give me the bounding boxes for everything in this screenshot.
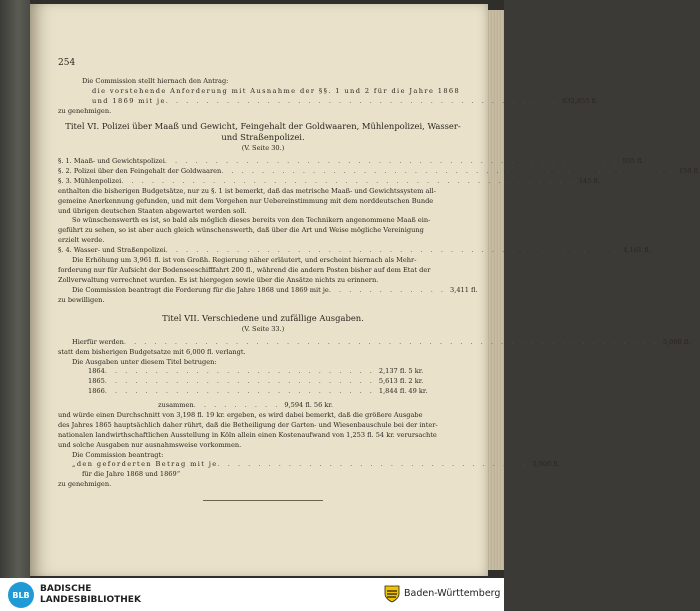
title-vii-subheading: (V. Seite 33.) bbox=[241, 324, 285, 333]
budget-item-label: §. 2. Polizei über den Feingehalt der Goldwaaren bbox=[58, 167, 222, 176]
paragraph-line: „den geforderten Betrag mit je bbox=[72, 460, 218, 469]
leader-dots: . . . . . . . . . . . . . . . . . . . . . . . . . . . . . . . bbox=[217, 460, 529, 469]
expense-year: 1866 bbox=[88, 387, 105, 396]
blb-wordmark-line2: LANDESBIBLIOTHEK bbox=[40, 595, 141, 606]
expense-amount: 5,613 fl. 2 kr. bbox=[378, 377, 424, 386]
paragraph-line: Die Erhöhung um 3,961 fl. ist von Großh. Regierung näher erläutert, und erscheint hiernach als Mehr- bbox=[72, 256, 417, 265]
paragraph-line: erzielt werde. bbox=[58, 236, 105, 245]
budget-item-amount: 4,161 fl. bbox=[623, 246, 651, 255]
intro-line: Die Commission stellt hiernach den Antrag: bbox=[82, 77, 229, 85]
budget-item-amount: 145 fl. bbox=[578, 176, 601, 185]
expense-sum-row bbox=[88, 401, 333, 411]
motion-row bbox=[58, 285, 478, 296]
budget-item-row bbox=[58, 246, 651, 256]
budget-item-amount: 150 fl. bbox=[678, 167, 700, 176]
budget-item-row bbox=[58, 167, 700, 177]
paragraph-line: Die Commission beantragt die Forderung für die Jahre 1868 und 1869 mit je bbox=[72, 285, 329, 294]
title-vi-heading: Titel VI. Polizei über Maaß und Gewicht, Feingehalt der Goldwaaren, Mühlenpolizei, Wasser- und Straßenpolizei. bbox=[65, 120, 461, 142]
leader-dots: . . . . . . . . . . . . . . . . . . . . . . . . . . . bbox=[104, 367, 375, 376]
leader-dots: . . . . . . . . . . . . . . . . . . . . . . . . . . . . . . . . . . . . . . . bbox=[165, 96, 559, 105]
budget-item-label: §. 3. Mühlenpolizei bbox=[58, 176, 122, 185]
leader-dots: . . . . . . . . . . . . bbox=[328, 285, 447, 294]
intro-amount-row bbox=[58, 96, 598, 107]
title-vi-subheading: (V. Seite 30.) bbox=[241, 144, 285, 153]
paragraph-line: gemeine Anerkennung gefunden, und mit dem Vorgehen nur Uebereinstimmung mit dem norddeutschen Bunde bbox=[58, 196, 434, 205]
baden-wuerttemberg-crest-icon[interactable] bbox=[384, 585, 400, 603]
closing-rule bbox=[203, 500, 323, 501]
expense-year: 1865 bbox=[88, 377, 105, 386]
blb-wordmark[interactable] bbox=[40, 584, 141, 607]
paragraph-line: und solche Ausgaben nur ausnahmsweise vorkommen. bbox=[58, 440, 242, 449]
paragraph-line: statt dem bisherigen Budgetsatze mit 6,000 fl. verlangt. bbox=[58, 347, 246, 356]
leader-dots: . . . . . . . . . . . . . . . . . . . . . . . . . . . . . . . . . . . . . . . . . . . . . bbox=[165, 246, 620, 255]
budget-item-label: §. 4. Wasser- und Straßenpolizei bbox=[58, 246, 166, 255]
paragraph-line: Zollverwaltung verrechnet wurden. Es ist hiergegen sowie über die Ansätze nichts zu erinnern. bbox=[58, 275, 379, 284]
paragraph-line: enthalten die bisherigen Budgetsätze, nur zu §. 1 ist bemerkt, daß das metrische Maaß- und Gewichtssystem all- bbox=[58, 186, 436, 195]
motion-amount: 5,000 fl. bbox=[532, 460, 560, 469]
expense-year: 1864 bbox=[88, 367, 105, 376]
paragraph-line: und übrigen deutschen Staaten abgewartet werden soll. bbox=[58, 206, 247, 215]
blb-logo-icon[interactable]: BLB bbox=[8, 582, 34, 608]
footer-bar bbox=[0, 578, 504, 611]
paragraph-line: So wünschenswerth es ist, so bald als möglich dieses bereits von den Technikern angenommene Maaß ein- bbox=[72, 216, 431, 225]
paragraph-line: Die Ausgaben unter diesem Titel betrugen: bbox=[72, 357, 217, 366]
page-text bbox=[58, 77, 700, 501]
leader-dots: . . . . . . . . . . . . . . . . . . . . . . . . . . . . . . . . . . . . . . . . . . . . . bbox=[221, 167, 675, 176]
budget-item-row bbox=[58, 176, 601, 187]
intro-line: zu genehmigen. bbox=[58, 106, 112, 115]
book-cover-edge bbox=[0, 0, 30, 578]
paragraph-line: für die Jahre 1868 und 1869“ bbox=[82, 470, 181, 479]
paragraph-line: nationalen landwirthschaftlichen Ausstellung in Köln allein einen Kostenaufwand von 1,253 fl. 54 kr. verursachte bbox=[58, 430, 437, 439]
paragraph-line: forderung nur für Aufsicht der Bodenseeschifffahrt 200 fl., während die andern Posten bisher auf dem Etat der bbox=[58, 265, 431, 274]
expense-row bbox=[88, 377, 424, 387]
expense-amount: 1,844 fl. 49 kr. bbox=[378, 387, 428, 396]
paragraph-line: geführt zu sehen, so ist aber auch gleich wünschenswerth, daß über die Art und Weise mögliche Vereinigung bbox=[58, 226, 424, 235]
budget-item-amount: 955 fl. bbox=[622, 157, 644, 166]
leader-dots: . . . . . . . . . . . . . . . . . . . . . . . . . . . bbox=[104, 387, 375, 396]
paragraph-line: Die Commission beantragt: bbox=[72, 450, 164, 459]
expense-amount: 2,137 fl. 5 kr. bbox=[378, 367, 424, 376]
request-row bbox=[58, 337, 691, 348]
title-vii-heading: Titel VII. Verschiedene und zufällige Ausgaben. bbox=[162, 312, 364, 323]
paragraph-line: und würde einen Durchschnitt von 3,198 fl. 19 kr. ergeben, es wird dabei bemerkt, daß die größere Ausgabe bbox=[58, 410, 423, 419]
leader-dots: . . . . . . . . . . . . . . . . . . . . . . . . . . . . . . . . . . . . . . . . . . . . . bbox=[121, 176, 575, 185]
intro-line: und 1869 mit je bbox=[92, 96, 166, 105]
expense-sum-amount: 9,594 fl. 56 kr. bbox=[284, 401, 333, 410]
paragraph-line: des Jahres 1865 hauptsächlich daher rührt, daß die Betheiligung der Garten- und Wiesenbauschule bei der inter- bbox=[58, 420, 438, 429]
motion-row bbox=[58, 460, 560, 470]
expense-sum-label: zusammen bbox=[158, 401, 194, 410]
budget-item-row bbox=[58, 157, 644, 167]
leader-dots: . . . . . . . . . . . . . . . . . . . . . . . . . . . . . . . . . . . . . . . . . . . . . bbox=[164, 157, 619, 166]
leader-dots: . . . . . . . . . bbox=[193, 401, 281, 410]
paragraph-line: zu bewilligen. bbox=[58, 295, 105, 304]
intro-line: die vorstehende Anforderung mit Ausnahme der §§. 1 und 2 für die Jahre 1868 bbox=[92, 86, 461, 95]
request-amount: 5,000 fl. bbox=[663, 337, 691, 346]
expense-row bbox=[88, 367, 424, 377]
blb-wordmark-line1: BADISCHE bbox=[40, 584, 92, 594]
page-number: 254 bbox=[58, 58, 76, 68]
motion-amount: 3,411 fl. bbox=[450, 285, 478, 294]
budget-item-label: §. 1. Maaß- und Gewichtspolizei bbox=[58, 157, 165, 166]
baden-wuerttemberg-wordmark[interactable]: Baden-Württemberg bbox=[404, 588, 501, 599]
leader-dots: . . . . . . . . . . . . . . . . . . . . . . . . . . . bbox=[104, 377, 375, 386]
intro-amount: 832,855 fl. bbox=[562, 96, 598, 105]
leader-dots: . . . . . . . . . . . . . . . . . . . . . . . . . . . . . . . . . . . . . . . . . . . . . . . . . . . . . bbox=[123, 337, 659, 346]
expense-table bbox=[88, 367, 428, 411]
request-label: Hierfür werden bbox=[72, 337, 124, 346]
expense-row bbox=[88, 387, 428, 397]
paragraph-line: zu genehmigen. bbox=[58, 480, 112, 489]
